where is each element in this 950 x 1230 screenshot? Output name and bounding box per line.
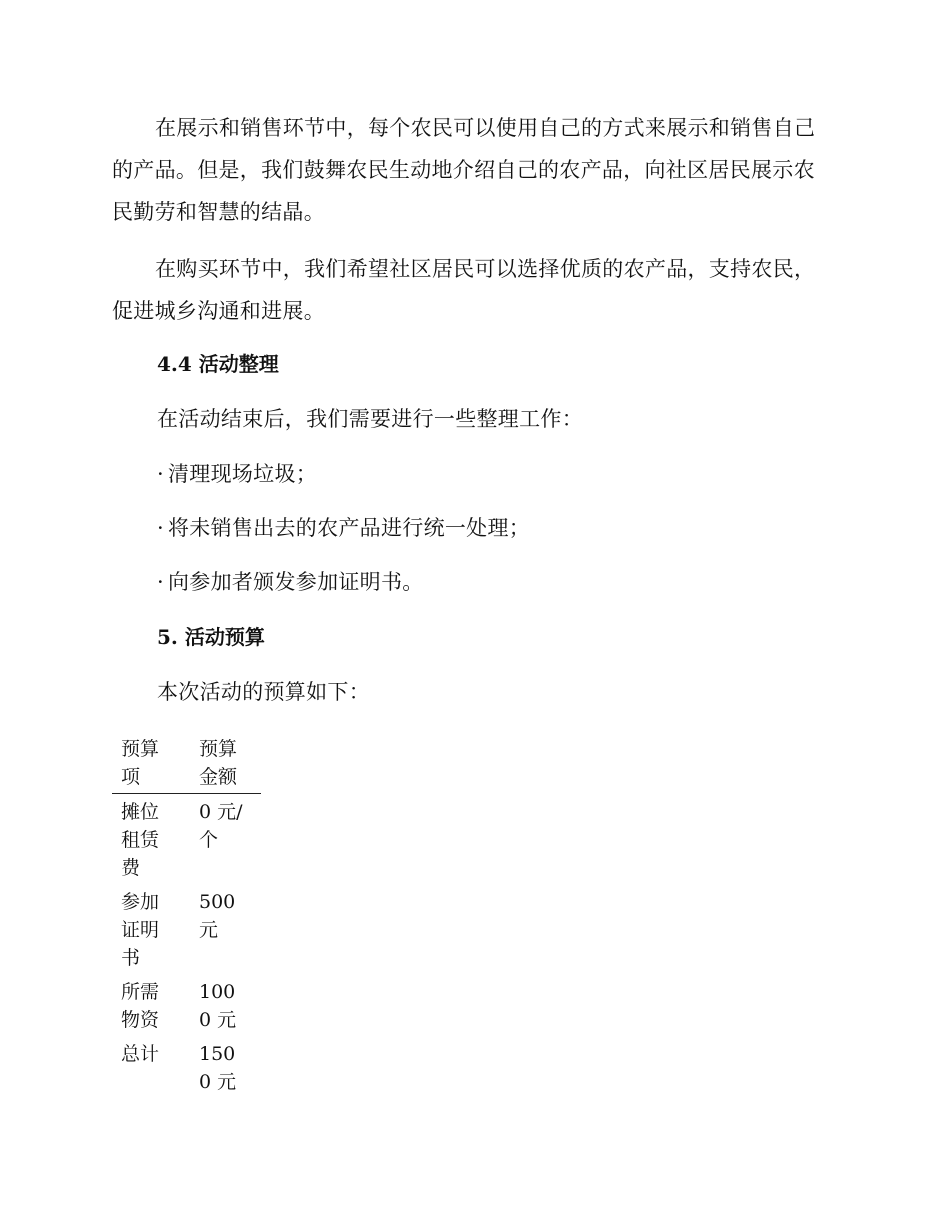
table-cell-item [112,974,190,1036]
cell-text: 所需物资 [121,981,160,1031]
paragraph-display-and-sale: 在展示和销售环节中，每个农民可以使用自己的方式来展示和销售自己的产品。但是，我们鼓舞农民生动地介绍自己的农产品，向社区居民展示农民勤劳和智慧的结晶。 [112,116,816,224]
list-item [157,567,424,597]
table-header-item [112,735,190,794]
table-row [112,794,261,885]
section-heading-activity-cleanup: 4.4 活动整理 [157,352,279,376]
cell-text: 0 元/个 [199,801,243,851]
budget-table [112,735,261,1098]
table-row [112,884,261,974]
table-cell-amount [190,794,261,885]
cell-text: 1000 元 [199,981,237,1031]
list-item-text: 将未销售出去的农产品进行统一处理； [167,516,531,540]
section-heading-activity-budget: 5. 活动预算 [157,625,265,649]
bullet-icon: · [157,570,164,594]
table-row [112,974,261,1036]
table-cell-amount [190,974,261,1036]
cell-text: 1500 元 [199,1043,237,1093]
bullet-icon: · [157,516,164,540]
cell-text: 摊位租赁费 [121,801,160,879]
cleanup-intro-text: 在活动结束后，我们需要进行一些整理工作： [157,407,583,431]
header-label: 预算金额 [199,738,238,788]
table-cell-item [112,1036,190,1098]
paragraph-purchase: 在购买环节中，我们希望社区居民可以选择优质的农产品，支持农民，促进城乡沟通和进展。 [112,257,816,323]
list-item-text: 向参加者颁发参加证明书。 [167,570,424,594]
list-item-text: 清理现场垃圾； [167,462,318,486]
table-cell-amount [190,1036,261,1098]
cell-text: 参加证明书 [121,891,160,969]
table-row [112,1036,261,1098]
list-item [157,459,317,489]
cell-text: 500 元 [199,891,236,941]
header-label: 预算项 [121,738,160,788]
list-item [157,513,530,543]
bullet-icon: · [157,462,164,486]
cell-text: 总计 [121,1043,160,1065]
table-cell-item [112,794,190,885]
budget-intro-text: 本次活动的预算如下： [157,680,370,704]
table-cell-amount [190,884,261,974]
table-header-row [112,735,261,794]
table-header-amount [190,735,261,794]
table-cell-item [112,884,190,974]
